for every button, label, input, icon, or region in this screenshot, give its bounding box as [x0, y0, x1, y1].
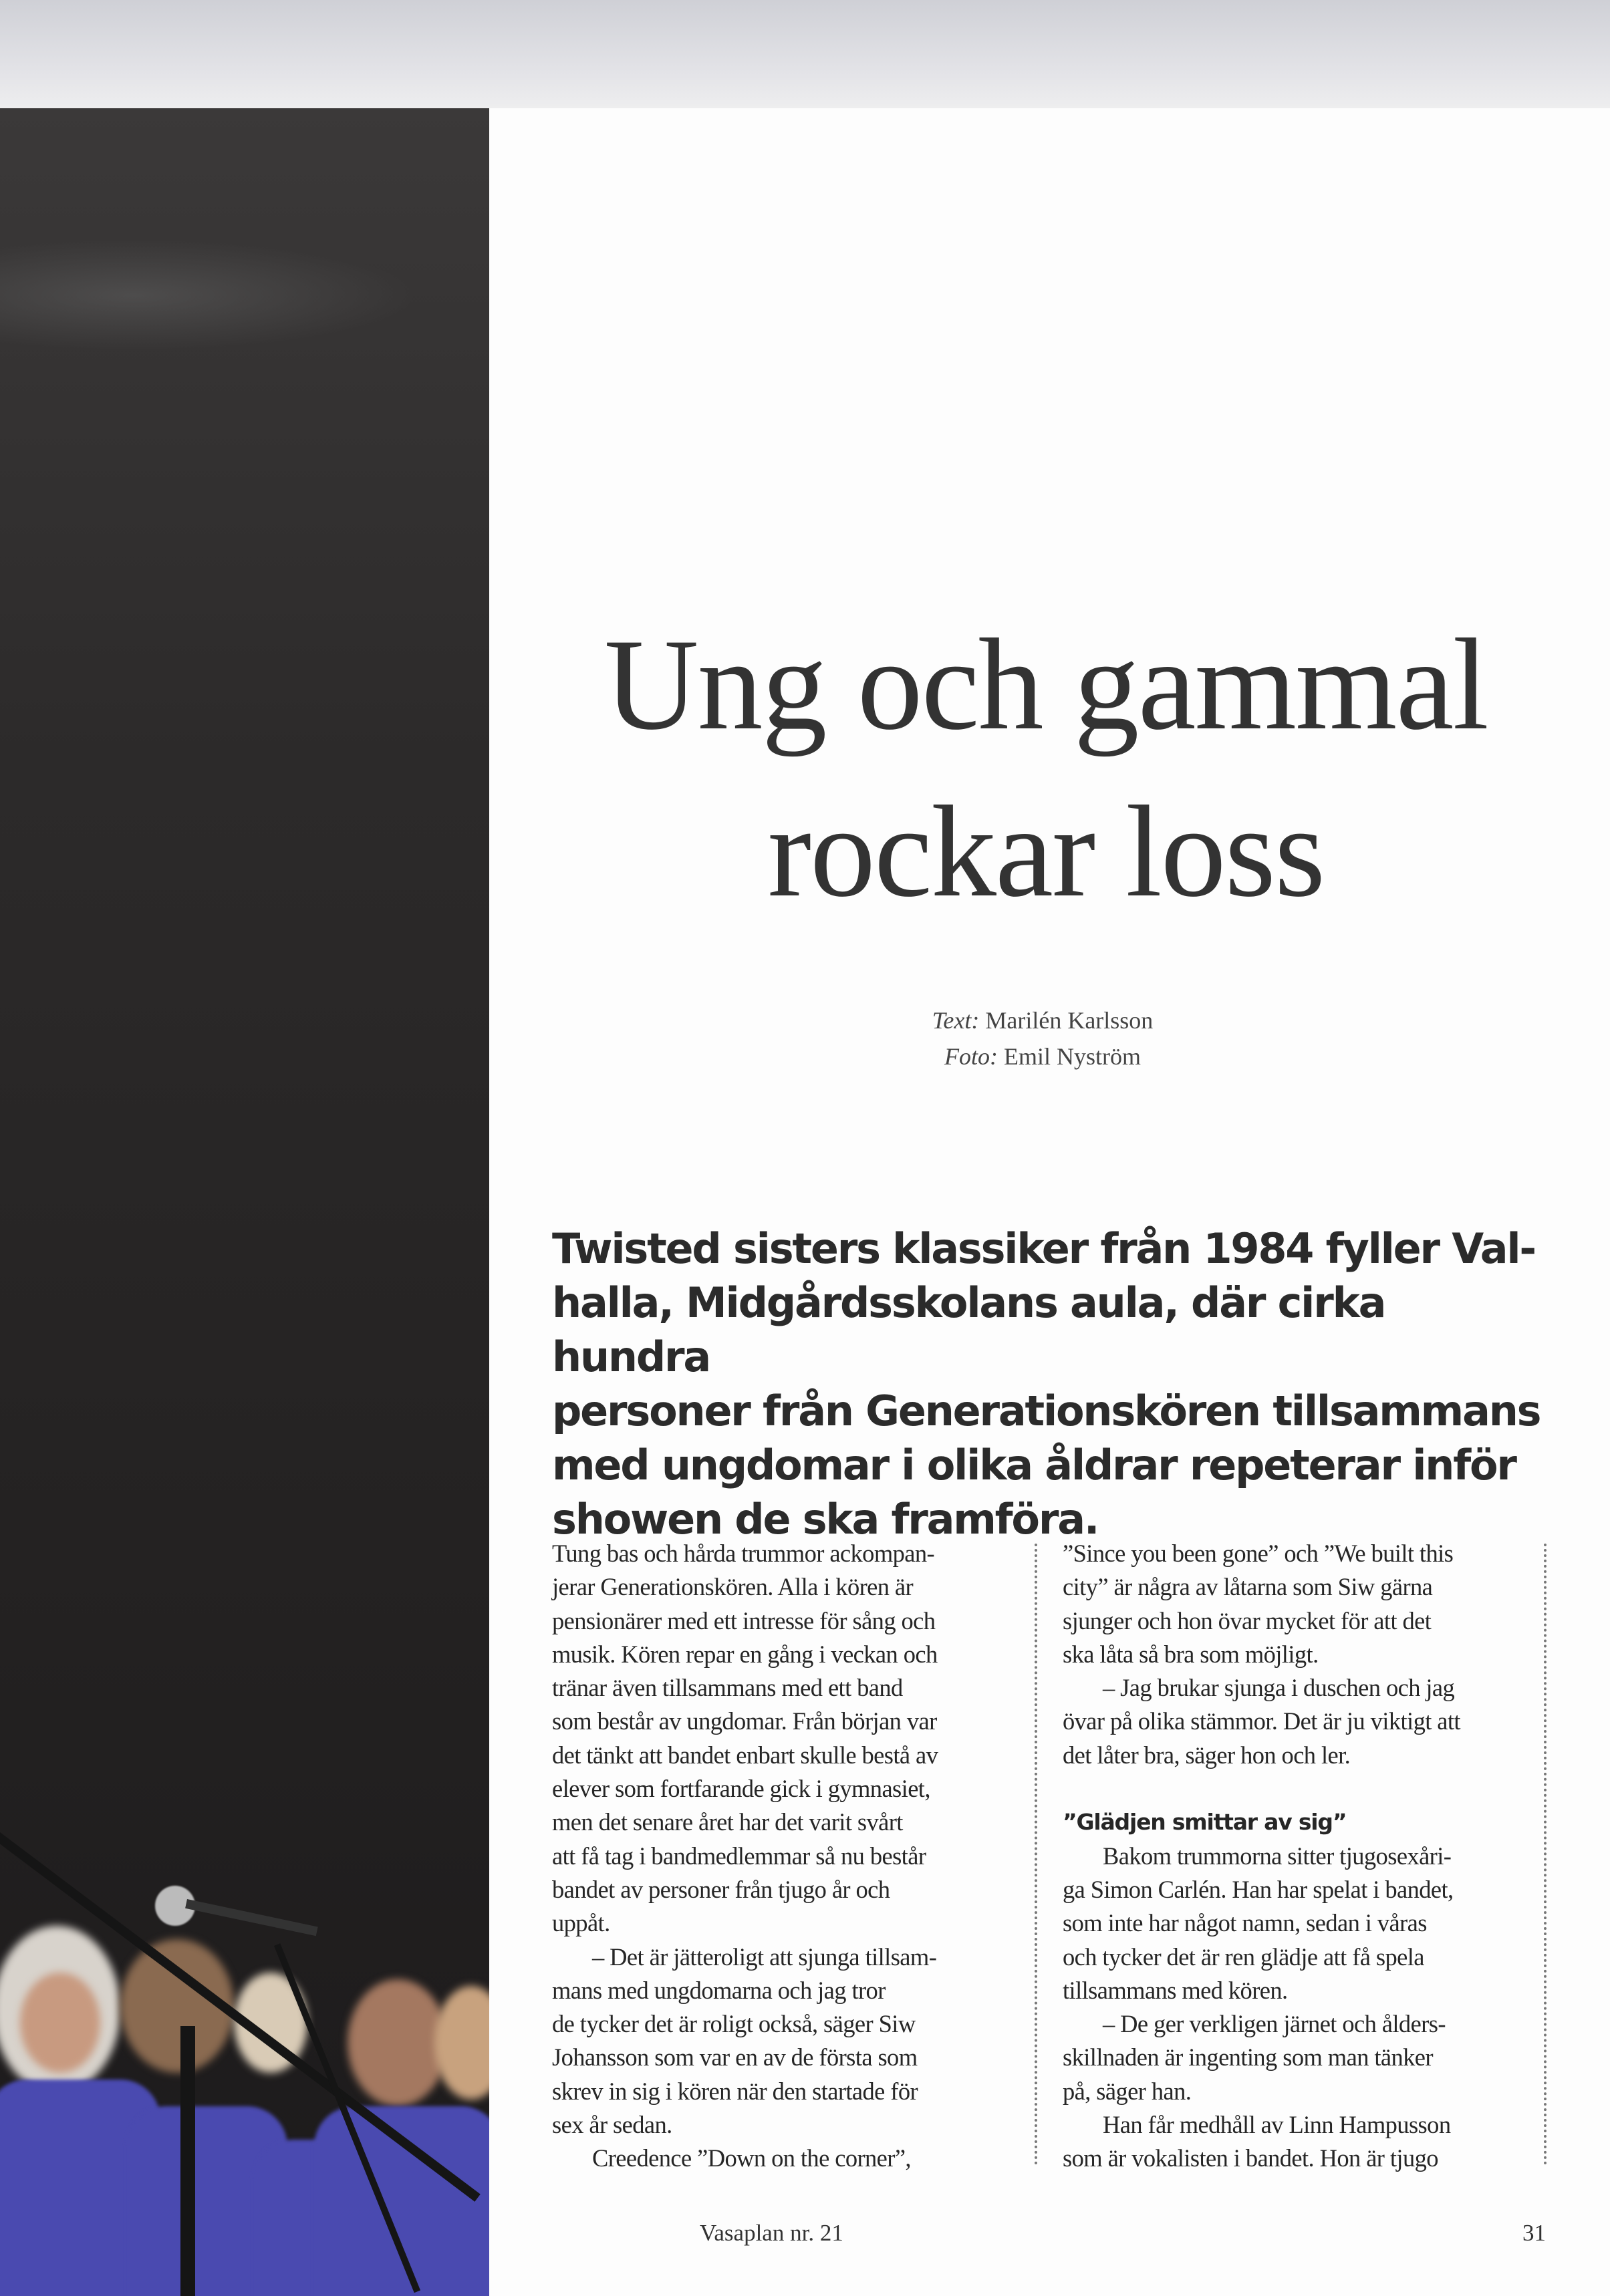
text-label: Text: [932, 1007, 980, 1034]
body-line: Han får medhåll av Linn Hampusson [1103, 2111, 1451, 2139]
byline [842, 1002, 1243, 1074]
column-divider [1035, 1544, 1037, 2165]
body-line: musik. Kören repar en gång i veckan och [552, 1640, 938, 1668]
body-line: ga Simon Carlén. Han har spelat i bandet, [1063, 1875, 1454, 1903]
body-line: ”Since you been gone” och ”We built this [1063, 1540, 1454, 1567]
microphone-body [185, 1899, 318, 1936]
body-line: skrev in sig i kören när den startade för [552, 2077, 918, 2105]
singer-face [20, 1973, 100, 2073]
body-line: Creedence ”Down on the corner”, [592, 2144, 911, 2172]
body-line: tillsammans med kören. [1063, 1976, 1288, 2004]
body-line: – Det är jätteroligt att sjunga tillsam- [592, 1943, 937, 1971]
body-line [1063, 1772, 1460, 1806]
photo-label: Foto: [944, 1043, 998, 1070]
body-line: sex år sedan. [552, 2111, 672, 2139]
body-line: jerar Generationskören. Alla i kören är [552, 1573, 914, 1601]
body-line: som inte har något namn, sedan i våras [1063, 1909, 1427, 1937]
lead-line: showen de ska framföra. [552, 1495, 1099, 1544]
body-line: bandet av personer från tjugo år och [552, 1875, 890, 1903]
body-line: – Jag brukar sjunga i duschen och jag [1103, 1674, 1455, 1702]
body-line: som är vokalisten i bandet. Hon är tjugo [1063, 2144, 1438, 2172]
body-line: som består av ungdomar. Från början var [552, 1707, 937, 1735]
body-column-1 [552, 1537, 938, 2176]
body-line: – De ger verkligen järnet och ålders- [1103, 2010, 1446, 2038]
text-author: Marilén Karlsson [985, 1007, 1154, 1034]
body-line: tränar även tillsammans med ett band [552, 1674, 903, 1702]
body-line: elever som fortfarande gick i gymnasiet, [552, 1775, 930, 1803]
body-line: Johansson som var en av de första som [552, 2043, 918, 2071]
body-line: Tung bas och hårda trummor ackompan- [552, 1540, 935, 1567]
title-line: rockar loss [767, 779, 1325, 924]
singer-head [434, 1986, 489, 2100]
choir-photo [0, 108, 489, 2296]
body-line: på, säger han. [1063, 2077, 1192, 2105]
body-line: sjunger och hon övar mycket för att det [1063, 1606, 1432, 1634]
publication-name: Vasaplan nr. 21 [700, 2220, 843, 2246]
column-divider [1544, 1544, 1547, 2165]
lead-line: med ungdomar i olika åldrar repeterar inför [552, 1441, 1516, 1489]
body-line: skillnaden är ingenting som man tänker [1063, 2043, 1433, 2071]
body-line: city” är några av låtarna som Siw gärna [1063, 1573, 1433, 1601]
body-line: det låter bra, säger hon och ler. [1063, 1741, 1351, 1769]
scan-top-margin [0, 0, 1610, 108]
body-line: men det senare året har det varit svårt [552, 1808, 903, 1836]
body-line: Bakom trummorna sitter tjugosexåri- [1103, 1842, 1452, 1870]
body-line: och tycker det är ren glädje att få spela [1063, 1943, 1424, 1971]
lead-line: personer från Generationskören tillsammans [552, 1387, 1540, 1435]
lead-paragraph [552, 1222, 1541, 1546]
body-line: de tycker det är roligt också, säger Siw [552, 2010, 916, 2038]
subheading: ”Glädjen smittar av sig” [1063, 1809, 1347, 1836]
lead-line: halla, Midgårdsskolans aula, där cirka hundra [552, 1278, 1385, 1381]
body-line: uppåt. [552, 1909, 610, 1937]
mic-stand [180, 2026, 195, 2296]
page-number: 31 [1522, 2220, 1546, 2246]
body-line: övar på olika stämmor. Det är ju viktigt att [1063, 1707, 1460, 1735]
body-line: det tänkt att bandet enbart skulle bestå av [552, 1741, 938, 1769]
article-title [548, 601, 1544, 936]
photo-author: Emil Nyström [1003, 1043, 1141, 1070]
body-line: att få tag i bandmedlemmar så nu består [552, 1842, 926, 1870]
body-line: pensionärer med ett intresse för sång och [552, 1606, 936, 1634]
lead-line: Twisted sisters klassiker från 1984 fyller Val- [552, 1224, 1535, 1273]
body-line: mans med ungdomarna och jag tror [552, 1976, 886, 2004]
singer-head [348, 1979, 448, 2106]
body-line: ska låta så bra som möjligt. [1063, 1640, 1319, 1668]
body-column-2 [1063, 1537, 1460, 2176]
title-line: Ung och gammal [604, 612, 1488, 757]
